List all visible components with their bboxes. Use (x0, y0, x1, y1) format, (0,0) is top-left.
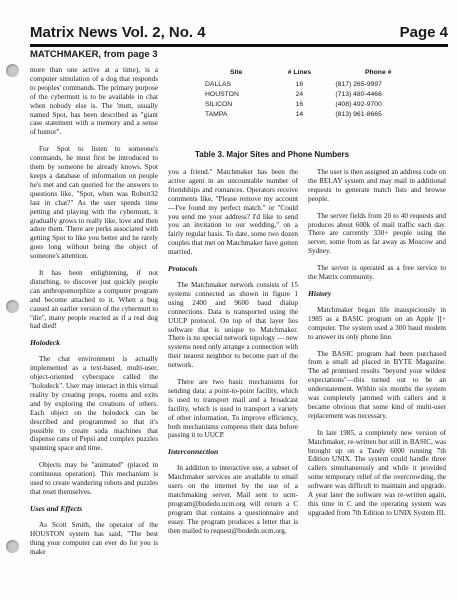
table-header-row (195, 68, 435, 79)
lines-cell: 16 (295, 80, 304, 88)
phone-cell: (813) 961-8665 (335, 110, 382, 118)
phone-cell: (817) 265-9997 (335, 80, 382, 88)
lines-cell: 14 (295, 110, 304, 118)
column-header: Phone # (364, 69, 392, 76)
continued-heading: MATCHMAKER, from page 3 (30, 49, 158, 60)
section-heading-history: History (308, 288, 332, 298)
site-cell: SILICON (205, 100, 233, 108)
table-row (195, 99, 435, 109)
header-rule (30, 44, 448, 47)
section-heading-holodeck: Holodeck (30, 338, 60, 348)
paragraph: The chat environment is actually implemented as a text-based, multi-user, object-oriented cyberspace called the "holodeck". User may interact in this virtual reality by creating props, rooms and exits and by exploring the creations of others. Each object on the holodeck can be described and programmed so that it's possible to create soda machines that dispense cans of Pepsi and complex puzzles spanning space and time. (30, 355, 158, 453)
paragraph: It has been enlightening, if not disturbing, to discover just quickly people can anthropomorphize a computer program and become attached to it. When a bug caused an earlier version of the cybermutt to "die", many people reacted as if a real dog had died! (30, 269, 158, 331)
sites-table (195, 68, 435, 119)
binder-hole (6, 64, 19, 77)
section-heading-protocols: Protocols (168, 264, 198, 274)
column-1 (30, 66, 158, 564)
paragraph: you a friend." Matchmaker has been the active agent in an uncountable number of friendships and romances. Operators receive comments like, "Please remove my account—I've found my perfect match." or "Could you send me your address? I'd like to send you an invitation to our wedding," on a fairly regular basis. To date, some two dozen couples that met on Matchmaker have gotten married. (168, 168, 298, 257)
paragraph: Objects may be "animated" (placed in continuous operation). This mechanism is used to create wandering robots and puzzles that reset themselves. (30, 461, 158, 496)
table-row (195, 79, 435, 89)
paragraph: In addition to interactive use, a subset of Matchmaker services are available to email users on the internet by the use of a matchmaking server. Mail sent to ucm-program@bodedo.ucm.org will return a C program that contains a questionnaire and essay. The program produces a letter that is then mailed to request@bodedo.ucm.org. (168, 464, 298, 535)
newsletter-title: Matrix News Vol. 2, No. 4 (30, 24, 206, 41)
paragraph: The BASIC program had been purchased from a small ad placed in BYTE Magazine. The ad promised results "beyond your wildest expectations"—this turned out to be an understatement. Within six months the system was completely jammed with callers and it became obvious that some kind of multi-user replacement was necessary. (308, 349, 446, 420)
binder-hole (6, 300, 19, 313)
site-cell: HOUSTON (205, 90, 239, 98)
column-header: # Lines (287, 69, 312, 76)
table-row (195, 109, 435, 119)
paragraph: As Scott Smith, the operator of the HOUSTON system has said, "The best thing your computer can ever do for you is make (30, 520, 158, 556)
lines-cell: 16 (295, 100, 304, 108)
site-cell: TAMPA (205, 110, 228, 118)
paragraph: For Spot to listen to someone's commands, he must first be introduced to them by someone he already knows. Spot keeps a database of information on people he's met and can queried for the answers to questions like, "Spot, when was Robert32 last in chat?" As the user spends time petting and playing with the cybermutt, it gradually grows to really like, love and then adore them. There are perks associated with getting Spot to like you better and he rarely goes long without being the object of someone's attention. (30, 145, 158, 261)
paragraph: In late 1985, a completely new version of Matchmaker, re-written but still in BASIC, was brought up on a Tandy 6000 running 7th Edition UNIX. The system could handle three callers simultaneously and while it provided some temporary relief of the overcrowding, the software was difficult to maintain and upgrade. A year later the software was re-written again, this time in C and the operating system was upgraded from 7th Edition to UNIX System III. (308, 428, 446, 517)
paragraph: Matchmaker began life inauspiciously in 1985 as a BASIC program on an Apple ][+ computer. The system used a 300 baud modem to answer its only phone line. (308, 305, 446, 341)
table-caption: Table 3. Major Sites and Phone Numbers (195, 150, 350, 159)
column-2 (168, 168, 298, 544)
page-number: Page 4 (399, 24, 448, 41)
site-cell: DALLAS (205, 80, 232, 88)
binder-hole (6, 540, 19, 553)
column-3 (308, 168, 446, 526)
page-header (30, 24, 448, 46)
phone-cell: (713) 480-4466 (335, 90, 382, 98)
table-row (195, 89, 435, 99)
paragraph: The server fields from 20 to 40 requests and produces about 600k of mail traffic each day. There are currently 330+ people using the server, some from as far away as Moscow and Sydney. (308, 211, 446, 256)
phone-cell: (408) 492-9700 (335, 100, 382, 108)
paragraph: The Matchmaker network consists of 15 systems connected as shown in figure 1 using 2400 and 9600 baud dialup connections. Data is transported using the UUCP protocol. On top of that layer lies software that is unique to Matchmaker. There is no special network topology — new systems need only arrange a connection with their nearest neighbor to become part of the network. (168, 280, 298, 370)
column-header: Site (229, 69, 243, 76)
paragraph: The server is operated as a free service to the Matrix community. (308, 264, 446, 282)
section-heading-interconnection: Interconnection (168, 447, 219, 457)
section-heading-uses: Uses and Effects (30, 503, 83, 513)
paragraph: more than one active at a time), is a computer simulation of a dog that responds to peoples' commands. The primary purpose of the cybermutt is to be available in chat when nobody else is. The 'mutt, usually named Spot, has been described as "giant case statement with a memory and a sense of humor". (30, 66, 158, 137)
paragraph: There are two basic mechanisms for sending data: a point-to-point facility, which is used to transport mail and a broadcast facility, which is used to transport a variety of other information. To improve efficiency, both mechanisms compress their data before passing it to UUCP. (168, 378, 298, 440)
lines-cell: 24 (295, 90, 304, 98)
paragraph: The user is then assigned an address code on the RELAY system and may mail in additional requests to generate match lists and browse people. (308, 168, 446, 203)
